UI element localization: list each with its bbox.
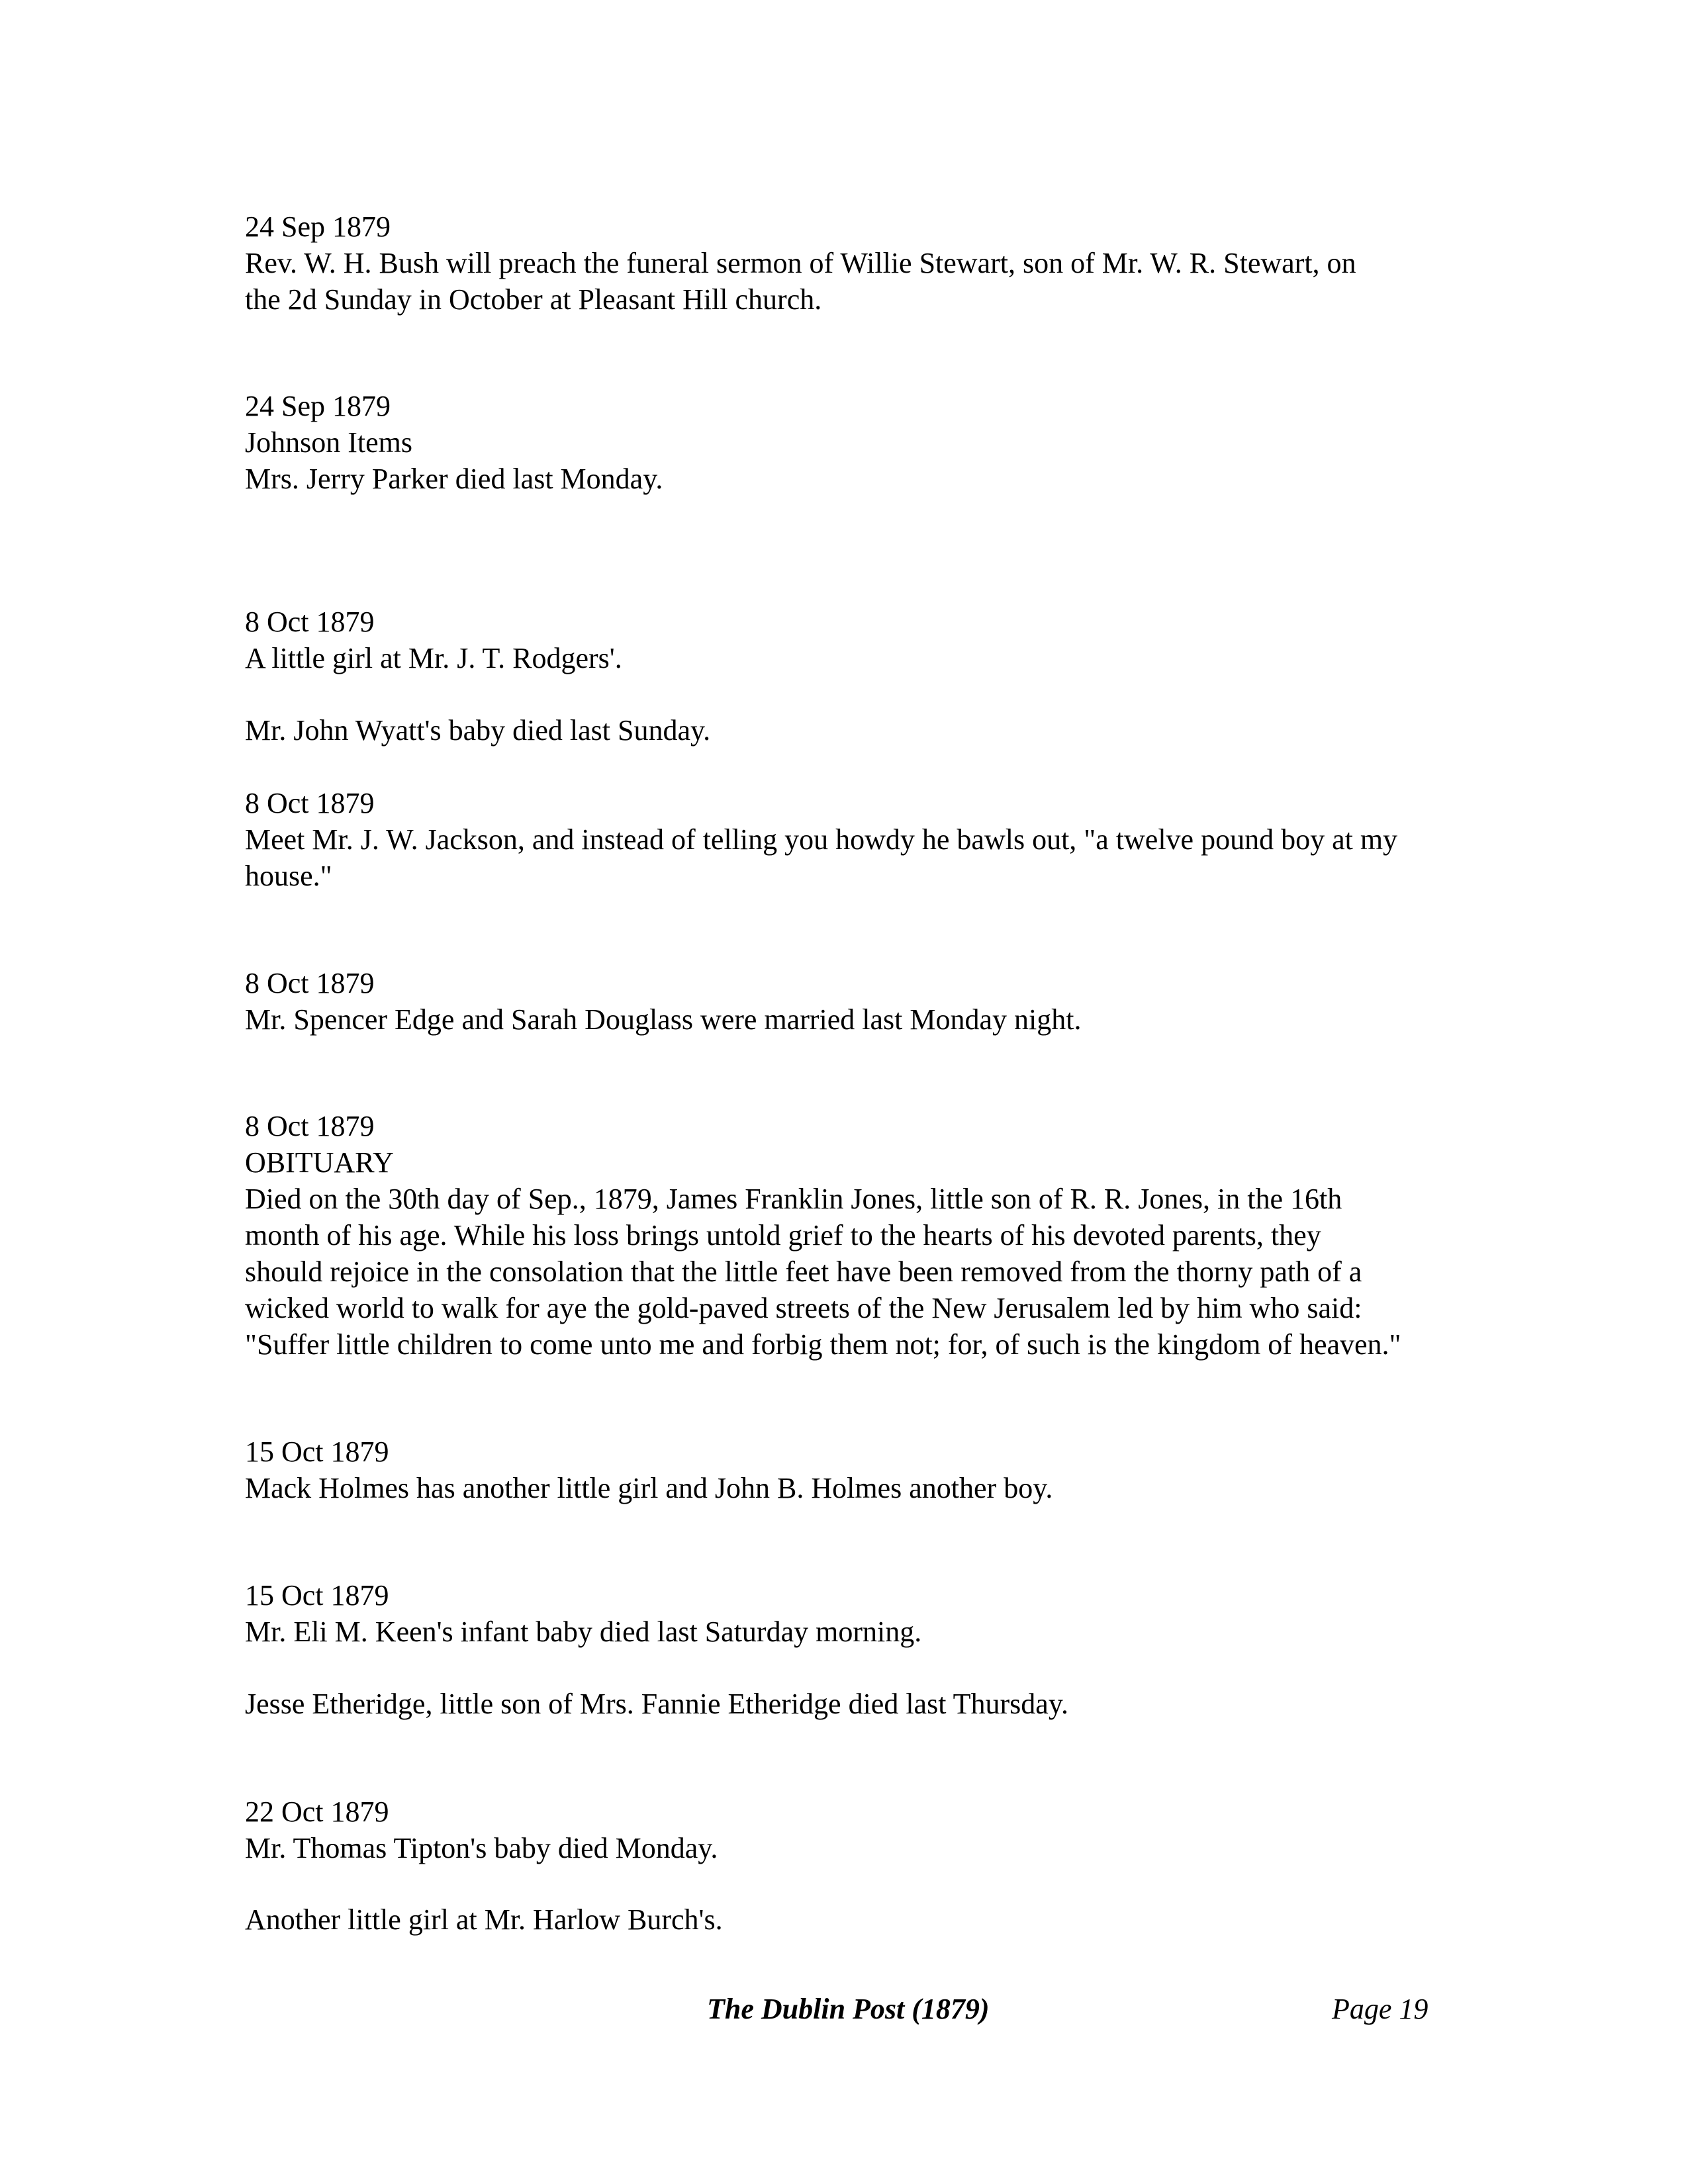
entry-date: 24 Sep 1879 xyxy=(245,210,391,243)
entry-date: 22 Oct 1879 xyxy=(245,1796,389,1828)
entry-date: 8 Oct 1879 xyxy=(245,606,375,638)
entry-text: Another little girl at Mr. Harlow Burch's. xyxy=(245,1903,723,1936)
entry-text: Meet Mr. J. W. Jackson, and instead of telling you howdy he bawls out, "a twelve pound boy at my xyxy=(245,823,1398,856)
entry-text: Mr. Thomas Tipton's baby died Monday. xyxy=(245,1832,718,1864)
footer-publication-title: The Dublin Post (1879) xyxy=(707,1993,990,2025)
obituary-heading: OBITUARY xyxy=(245,1146,394,1179)
entry-text: Mr. Spencer Edge and Sarah Douglass were married last Monday night. xyxy=(245,1003,1082,1036)
entry-text: Mr. Eli M. Keen's infant baby died last Saturday morning. xyxy=(245,1615,922,1648)
entry-date: 15 Oct 1879 xyxy=(245,1435,389,1468)
entry-date: 8 Oct 1879 xyxy=(245,787,375,819)
obituary-text: should rejoice in the consolation that the little feet have been removed from the thorny path of a xyxy=(245,1255,1362,1288)
entry-text: Mr. John Wyatt's baby died last Sunday. xyxy=(245,714,711,747)
entry-text: Rev. W. H. Bush will preach the funeral sermon of Willie Stewart, son of Mr. W. R. Stewart, on xyxy=(245,247,1356,279)
entry-text: A little girl at Mr. J. T. Rodgers'. xyxy=(245,642,622,674)
obituary-text: wicked world to walk for aye the gold-paved streets of the New Jerusalem led by him who said: xyxy=(245,1292,1362,1324)
entry-text: house." xyxy=(245,860,332,892)
obituary-text: month of his age. While his loss brings untold grief to the hearts of his devoted parents, they xyxy=(245,1219,1321,1251)
entry-text: Jesse Etheridge, little son of Mrs. Fannie Etheridge died last Thursday. xyxy=(245,1688,1068,1720)
entry-text: the 2d Sunday in October at Pleasant Hill church. xyxy=(245,283,822,316)
entry-date: 8 Oct 1879 xyxy=(245,1110,375,1142)
entry-date: 24 Sep 1879 xyxy=(245,390,391,422)
obituary-text: "Suffer little children to come unto me and forbig them not; for, of such is the kingdom of heaven." xyxy=(245,1328,1401,1361)
entry-text: Mrs. Jerry Parker died last Monday. xyxy=(245,463,663,495)
entry-date: 8 Oct 1879 xyxy=(245,967,375,999)
entry-text: Mack Holmes has another little girl and John B. Holmes another boy. xyxy=(245,1472,1053,1504)
obituary-text: Died on the 30th day of Sep., 1879, James Franklin Jones, little son of R. R. Jones, in the 16th xyxy=(245,1183,1342,1215)
entry-heading: Johnson Items xyxy=(245,426,412,459)
footer-page-number: Page 19 xyxy=(1332,1993,1429,2025)
entry-date: 15 Oct 1879 xyxy=(245,1579,389,1612)
